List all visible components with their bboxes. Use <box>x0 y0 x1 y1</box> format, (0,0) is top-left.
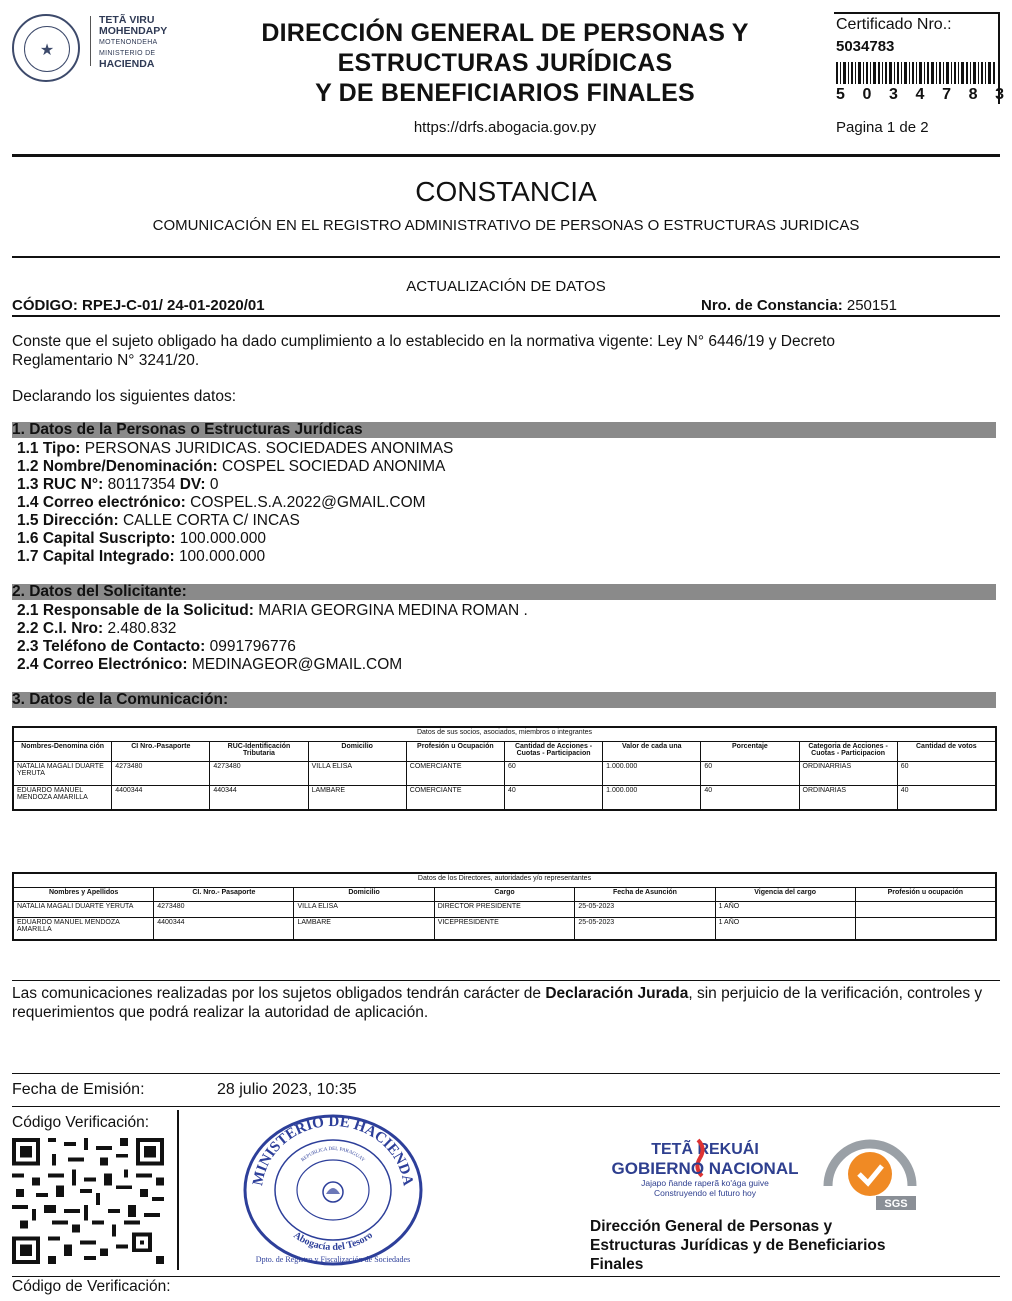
stamp-text-center: REPUBLICA DEL PARAGUAY <box>300 1146 366 1164</box>
table-cell: 1.000.000 <box>603 786 701 810</box>
divider <box>90 16 91 66</box>
column-header: Cantidad de Acciones - Cuotas - Participacion <box>504 742 602 762</box>
column-header: CI. Nro.- Pasaporte <box>154 888 294 902</box>
page-subtitle: COMUNICACIÓN EN EL REGISTRO ADMINISTRATIVO DE PERSONAS O ESTRUCTURAS JURIDICAS <box>152 217 860 234</box>
divider <box>177 1110 179 1270</box>
column-header: Nombres-Denomina ción <box>13 742 112 762</box>
table-cell: 4273480 <box>210 762 308 786</box>
stamp-text-bottom: Abogacía del Tesoro <box>291 1229 375 1254</box>
svg-text:Construyendo el futuro hoy: Construyendo el futuro hoy <box>653 1188 757 1198</box>
directores-table <box>12 872 997 941</box>
table-cell: 1.000.000 <box>603 762 701 786</box>
ministry-logo-text: TETÃ VIRU MOHENDAPY MOTENONDEHA MINISTERIO DE HACIENDA <box>99 14 168 70</box>
table-cell: 60 <box>897 762 996 786</box>
table-cell <box>855 918 996 940</box>
column-header: Cargo <box>434 888 575 902</box>
divider <box>12 1106 1000 1107</box>
stamp-text-inner: Dpto. de Registro y Fiscalización de Sociedades <box>255 1255 411 1264</box>
table-cell: 40 <box>897 786 996 810</box>
field-nombre: 1.2 Nombre/Denominación: COSPEL SOCIEDAD ANONIMA <box>17 458 446 475</box>
field-correo: 1.4 Correo electrónico: COSPEL.S.A.2022@GMAIL.COM <box>17 494 426 511</box>
column-header: Domicilio <box>294 888 434 902</box>
barcode <box>836 62 996 84</box>
divider <box>12 256 1000 258</box>
table-cell: 25-05-2023 <box>575 918 715 940</box>
table-cell: DIRECTOR PRESIDENTE <box>434 902 575 918</box>
field-responsable: 2.1 Responsable de la Solicitud: MARIA GEORGINA MEDINA ROMAN . <box>17 602 528 619</box>
declaring-text: Declarando los siguientes datos: <box>12 388 237 405</box>
table-cell: COMERCIANTE <box>406 786 504 810</box>
divider <box>12 154 1000 157</box>
divider <box>12 1073 1000 1074</box>
table-cell: 1 AÑO <box>715 918 855 940</box>
divider <box>12 1276 1000 1277</box>
barcode-digits: 5 0 3 4 7 8 3 <box>836 86 1004 103</box>
intro-paragraph: Conste que el sujeto obligado ha dado cumplimiento a lo establecido en la normativa vigente: Ley N° 6446/19 y Decreto Reglamentario N° 3241/20. <box>12 333 836 369</box>
gobierno-nacional-logo <box>590 1138 820 1202</box>
document-code: CÓDIGO: RPEJ-C-01/ 24-01-2020/01 <box>12 297 265 314</box>
table-cell: EDUARDO MANUEL MENDOZA AMARILLA <box>13 918 154 940</box>
page-title: CONSTANCIA <box>415 176 597 207</box>
section-3-header: 3. Datos de la Comunicación: <box>12 692 996 708</box>
table-cell: 440344 <box>210 786 308 810</box>
certificate-number: 5034783 <box>836 38 895 55</box>
field-capital-suscripto: 1.6 Capital Suscripto: 100.000.000 <box>17 530 266 547</box>
column-header: Valor de cada una <box>603 742 701 762</box>
divider <box>12 980 1000 981</box>
svg-text:REPUBLICA DEL PARAGUAY <box>301 1147 366 1163</box>
table-cell: VILLA ELISA <box>294 902 434 918</box>
table-cell: LAMBARE <box>294 918 434 940</box>
table-cell: NATALIA MAGALI DUARTE YERUTA <box>13 902 154 918</box>
star-icon: ★ <box>39 42 55 59</box>
table-cell: 40 <box>701 786 799 810</box>
table-cell: COMERCIANTE <box>406 762 504 786</box>
field-tipo: 1.1 Tipo: PERSONAS JURIDICAS. SOCIEDADES ANONIMAS <box>17 440 454 457</box>
field-direccion: 1.5 Dirección: CALLE CORTA C/ INCAS <box>17 512 300 529</box>
table-cell: ORDINARRIAS <box>799 762 897 786</box>
divider <box>12 315 1000 317</box>
column-header: Profesión u Ocupación <box>406 742 504 762</box>
column-header: Categoria de Acciones - Cuotas - Participacion <box>799 742 897 762</box>
table-row <box>13 918 996 940</box>
table-cell: LAMBARE <box>308 786 406 810</box>
table-caption: Datos de sus socios, asociados, miembros o integrantes <box>13 727 996 742</box>
table-cell: EDUARDO MANUEL MENDOZA AMARILLA <box>13 786 112 810</box>
svg-text:TETÃ REKUÁI: TETÃ REKUÁI <box>651 1141 759 1158</box>
table-caption: Datos de los Directores, autoridades y/o representantes <box>13 873 996 888</box>
table-cell: 60 <box>701 762 799 786</box>
table-row <box>13 762 996 786</box>
column-header: CI Nro.-Pasaporte <box>112 742 210 762</box>
column-header: Porcentaje <box>701 742 799 762</box>
field-correo-solicitante: 2.4 Correo Electrónico: MEDINAGEOR@GMAIL.COM <box>17 656 403 673</box>
table-cell: 4273480 <box>112 762 210 786</box>
emission-date-label: Fecha de Emisión: <box>12 1081 145 1098</box>
section-2-header: 2. Datos del Solicitante: <box>12 584 996 600</box>
column-header: Cantidad de votos <box>897 742 996 762</box>
site-url[interactable]: https://drfs.abogacia.gov.py <box>413 119 597 136</box>
page-number: Pagina 1 de 2 <box>836 119 929 136</box>
table-cell: ORDINARIAS <box>799 786 897 810</box>
field-ci: 2.2 C.I. Nro: 2.480.832 <box>17 620 177 637</box>
qr-code <box>12 1138 164 1264</box>
table-cell: VICEPRESIDENTE <box>434 918 575 940</box>
constancia-number: Nro. de Constancia: 250151 <box>701 297 897 314</box>
table-cell: 4273480 <box>154 902 294 918</box>
column-header: Fecha de Asunción <box>575 888 715 902</box>
field-telefono: 2.3 Teléfono de Contacto: 0991796776 <box>17 638 296 655</box>
emission-date-value: 28 julio 2023, 10:35 <box>217 1081 357 1098</box>
official-stamp <box>240 1112 426 1268</box>
svg-text:GOBIERNO NACIONAL: GOBIERNO NACIONAL <box>611 1159 799 1178</box>
column-header: RUC-Identificación Tributaria <box>210 742 308 762</box>
table-cell <box>855 902 996 918</box>
table-cell: NATALIA MAGALI DUARTE YERUTA <box>13 762 112 786</box>
table-cell: 25-05-2023 <box>575 902 715 918</box>
verification-code-label-2: Código de Verificación: <box>12 1278 171 1295</box>
table-row <box>13 902 996 918</box>
directorate-title: DIRECCIÓN GENERAL DE PERSONAS Y ESTRUCTURAS JURÍDICAS Y DE BENEFICIARIOS FINALES <box>261 19 749 107</box>
table-cell: 4400344 <box>112 786 210 810</box>
table-cell: 40 <box>504 786 602 810</box>
section-1-header: 1. Datos de la Personas o Estructuras Jurídicas <box>12 422 996 438</box>
action-label: ACTUALIZACIÓN DE DATOS <box>406 278 606 295</box>
verification-code-label: Código Verificación: <box>12 1114 149 1131</box>
ministry-seal <box>12 14 80 82</box>
sgs-certification-logo <box>818 1130 922 1214</box>
table-row <box>13 786 996 810</box>
table-cell: 4400344 <box>154 918 294 940</box>
table-cell: VILLA ELISA <box>308 762 406 786</box>
table-cell: 1 AÑO <box>715 902 855 918</box>
svg-text:Jajapo ñande raperã ko'ága gui: Jajapo ñande raperã ko'ága guive <box>641 1178 769 1188</box>
svg-text:SGS: SGS <box>884 1198 908 1210</box>
column-header: Profesión u ocupación <box>855 888 996 902</box>
declaration-text: Las comunicaciones realizadas por los sujetos obligados tendrán carácter de Declaración Jurada, sin perjuicio de la verificación, controles y requerimientos que podrá realizar la autoridad de aplicación. <box>12 985 983 1021</box>
field-ruc: 1.3 RUC N°: 80117354 DV: 0 <box>17 476 219 493</box>
table-cell: 60 <box>504 762 602 786</box>
socios-table <box>12 726 997 811</box>
certificate-label: Certificado Nro.: <box>836 16 952 33</box>
column-header: Vigencia del cargo <box>715 888 855 902</box>
column-header: Nombres y Apellidos <box>13 888 154 902</box>
column-header: Domicilio <box>308 742 406 762</box>
stamp-text-top: MINISTERIO DE HACIENDA <box>250 1113 416 1188</box>
footer-directorate-name: Dirección General de Personas y Estructuras Jurídicas y de Beneficiarios Finales <box>590 1218 886 1273</box>
field-capital-integrado: 1.7 Capital Integrado: 100.000.000 <box>17 548 266 565</box>
